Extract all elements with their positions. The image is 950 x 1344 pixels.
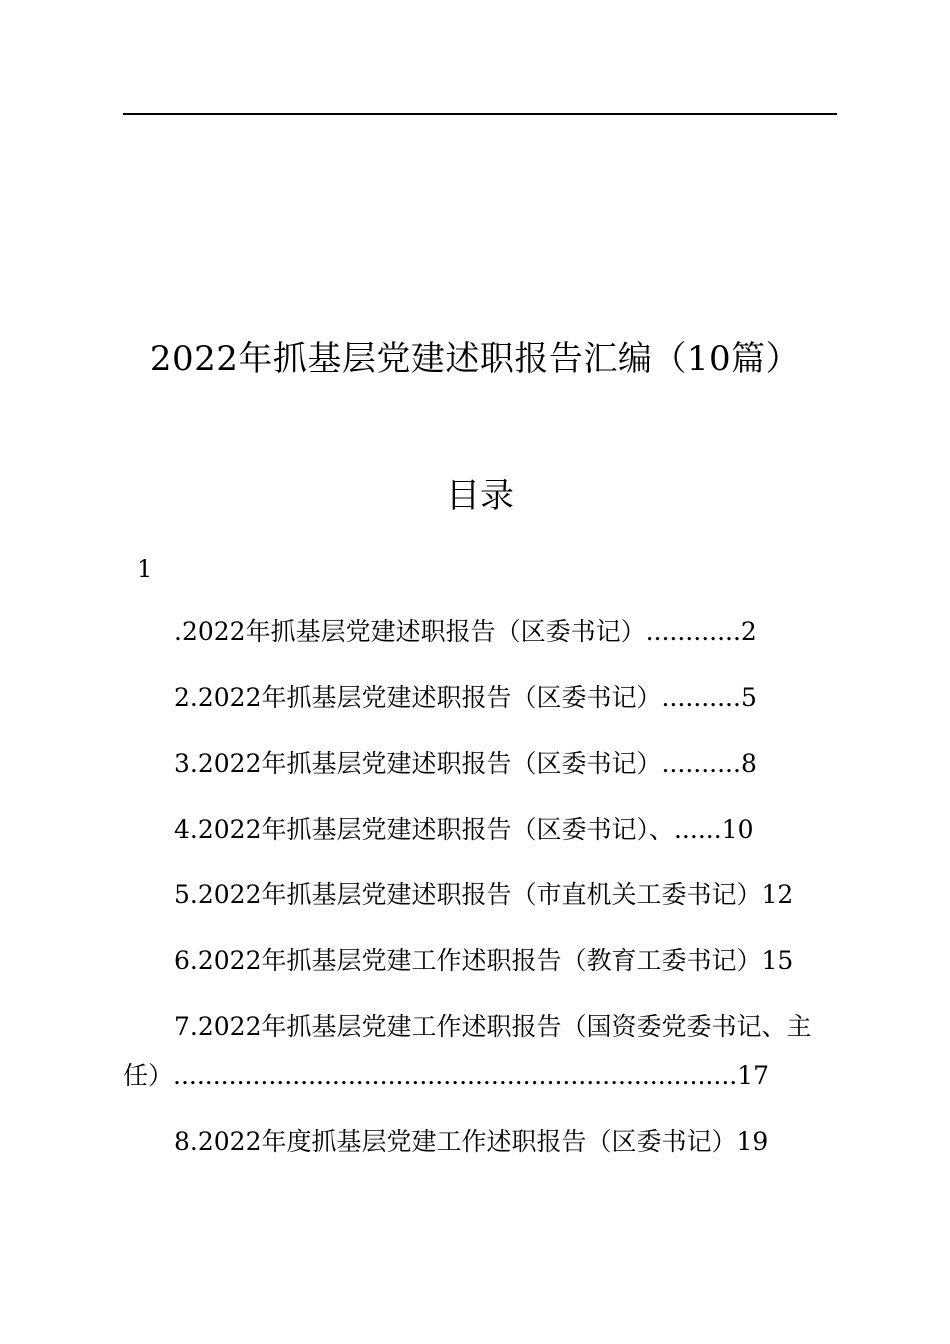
toc-entry-7[interactable]: 7.2022年抓基层党建工作述职报告（国资委党委书记、主 [174, 1012, 812, 1041]
toc-entry-7-continued[interactable]: 任）.......................................................................17 [123, 1061, 770, 1090]
toc-entry-4[interactable]: 4.2022年抓基层党建述职报告（区委书记）、......10 [174, 815, 754, 844]
toc-entry-5[interactable]: 5.2022年抓基层党建述职报告（市直机关工委书记）12 [174, 880, 794, 909]
toc-entry-2[interactable]: 2.2022年抓基层党建述职报告（区委书记）..........5 [174, 683, 757, 712]
toc-entry-1[interactable]: .2022年抓基层党建述职报告（区委书记）............2 [174, 617, 757, 646]
toc-entry-6[interactable]: 6.2022年抓基层党建工作述职报告（教育工委书记）15 [174, 946, 794, 975]
header-rule [123, 113, 837, 115]
toc-heading: 目录 [446, 476, 514, 516]
document-title: 2022年抓基层党建述职报告汇编（10篇） [149, 339, 801, 379]
toc-number: 1 [137, 555, 153, 583]
toc-entry-8[interactable]: 8.2022年度抓基层党建工作述职报告（区委书记）19 [174, 1127, 769, 1156]
toc-entry-3[interactable]: 3.2022年抓基层党建述职报告（区委书记）..........8 [174, 749, 757, 778]
